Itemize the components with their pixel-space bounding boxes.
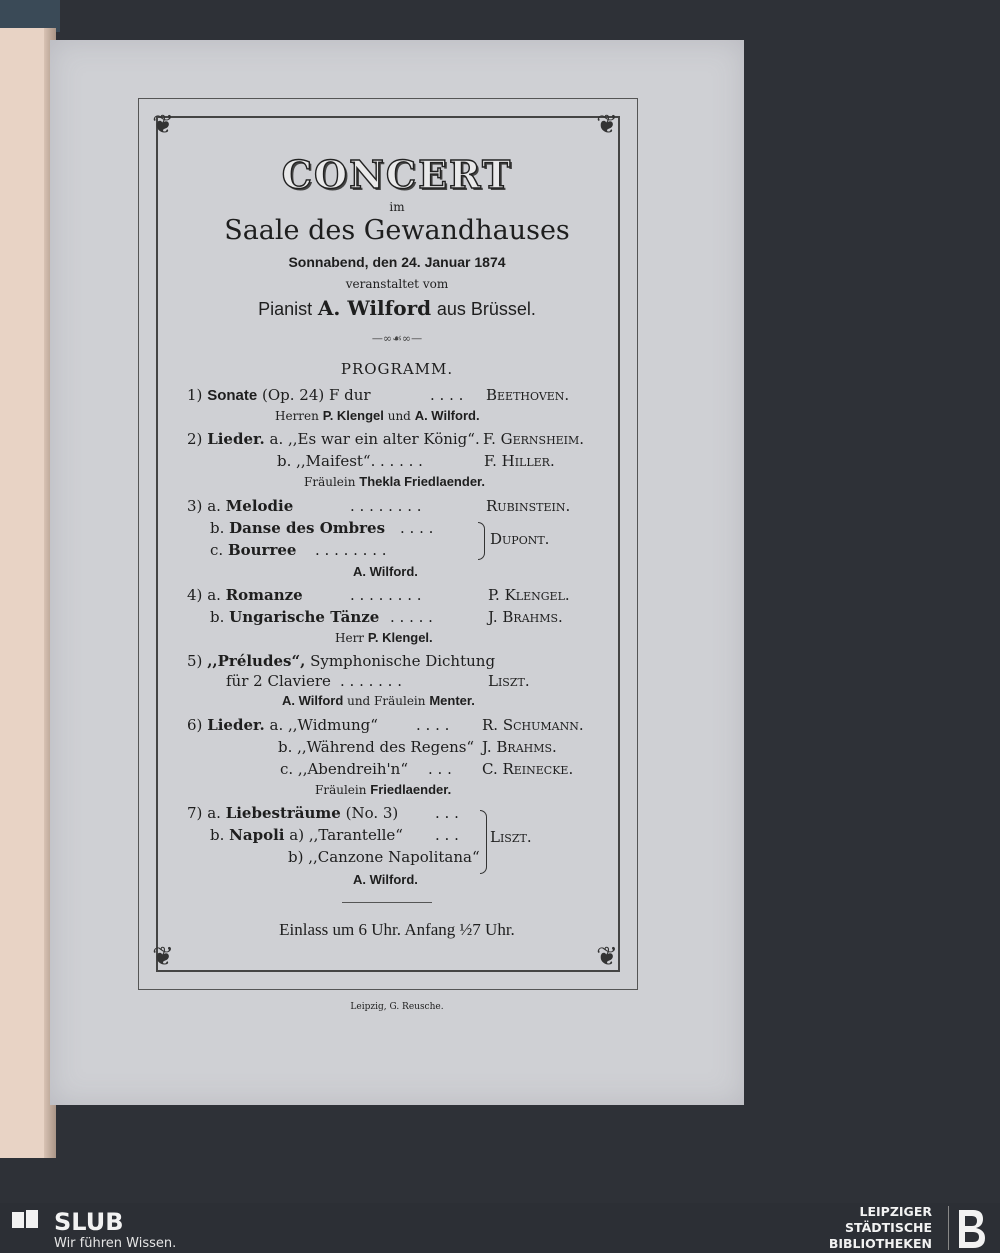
piece-title: ,,Préludes“, <box>207 652 306 670</box>
piece-title: Romanze <box>225 586 303 604</box>
brace <box>478 522 485 560</box>
divider-line <box>342 902 432 903</box>
composer: Rubinstein. <box>486 497 571 515</box>
piece-detail: b. ,,Während des Regens“ <box>278 738 475 756</box>
composer: Liszt. <box>490 828 532 846</box>
performers-prefix: Herren <box>275 409 319 423</box>
performers-3: A. Wilford. <box>353 564 418 579</box>
piece-detail: c. ,,Abendreih'n“ <box>280 760 409 778</box>
sub-label: b. <box>210 608 225 626</box>
performer-name: A. Wilford <box>282 693 344 708</box>
program-item-3b <box>210 519 385 537</box>
lsb-name <box>792 1204 932 1252</box>
piece-detail: b. ,,Maifest“. <box>277 452 376 470</box>
lsb-line-2: STÄDTISCHE <box>845 1220 932 1235</box>
performers-1 <box>275 408 480 423</box>
dots: . . . <box>428 760 452 778</box>
dots: . . . . . <box>390 608 433 626</box>
composer: R. Schumann. <box>482 716 584 734</box>
piece-detail: b) ,,Canzone Napolitana“ <box>288 848 480 866</box>
piece-detail: für 2 Claviere <box>226 672 331 690</box>
composer: F. Gernsheim. <box>483 430 585 448</box>
performer-name: Menter. <box>429 693 475 708</box>
program-item-5 <box>187 652 495 670</box>
piece-detail: a) ,,Tarantelle“ <box>289 826 403 844</box>
printer-credit: Leipzig, G. Reusche. <box>350 1002 444 1012</box>
composer: C. Reinecke. <box>482 760 574 778</box>
piece-title: Liebesträume <box>225 804 341 822</box>
sub-label: b. <box>210 826 225 844</box>
dots: . . . <box>435 804 459 822</box>
composer: Beethoven. <box>486 386 570 404</box>
sub-label: b. <box>210 519 225 537</box>
venue: Saale des Gewandhauses <box>224 215 570 246</box>
sub-label: c. <box>210 541 224 559</box>
program-item-7 <box>187 804 398 822</box>
concert-title: CONCERT <box>281 152 513 197</box>
dots: . . . . . . . . <box>350 497 422 515</box>
piece-detail: a. ,,Es war ein alter König“. <box>269 430 480 448</box>
composer: Liszt. <box>488 672 530 690</box>
ornament-corner-icon: ❦ <box>152 942 174 972</box>
performer-name: P. Klengel <box>322 408 384 423</box>
program-item-7b <box>210 826 403 844</box>
concert-date: Sonnabend, den 24. Januar 1874 <box>288 254 506 270</box>
im-text: im <box>389 200 405 214</box>
composer: J. Brahms. <box>482 738 557 756</box>
sub-label: a. <box>207 586 221 604</box>
performers-joiner: und <box>387 409 411 423</box>
performers-joiner: und Fräulein <box>347 694 426 708</box>
dots: . . . . <box>400 519 434 537</box>
program-item-6 <box>187 716 378 734</box>
composer: P. Klengel. <box>488 586 570 604</box>
program-item-3c <box>210 541 296 559</box>
programm-heading: PROGRAMM. <box>340 360 454 378</box>
item-number: 2) <box>187 430 203 448</box>
divider-ornament-icon: —∞☙∞— <box>371 332 423 345</box>
dots: . . . . . . . . <box>315 541 387 559</box>
performers-7: A. Wilford. <box>353 872 418 887</box>
performers-prefix: Herr <box>335 631 365 645</box>
dots: . . . . . . . . <box>350 586 422 604</box>
item-number: 6) <box>187 716 203 734</box>
slub-logo-text: SLUB <box>54 1208 124 1236</box>
sub-label: a. <box>207 804 221 822</box>
pianist-prefix: Pianist <box>258 299 313 319</box>
item-number: 5) <box>187 652 203 670</box>
slub-tagline: Wir führen Wissen. <box>54 1236 177 1251</box>
composer: Dupont. <box>490 530 550 548</box>
ornament-corner-icon: ❦ <box>152 110 174 140</box>
piece-detail: (Op. 24) F dur <box>261 386 371 404</box>
performers-6 <box>315 782 451 797</box>
concert-program-sheet <box>50 40 744 1105</box>
dots: . . . . . <box>380 452 423 470</box>
piece-title: Bourree <box>227 541 297 559</box>
program-item-1 <box>187 386 371 404</box>
performer-name: Friedlaender. <box>370 782 452 797</box>
brace <box>480 810 487 874</box>
performer-name: Thekla Friedlaender. <box>359 474 485 489</box>
sub-label: a. <box>207 497 221 515</box>
piece-title: Napoli <box>229 826 285 844</box>
lsb-line-1: LEIPZIGER <box>859 1204 932 1219</box>
organized-by: veranstaltet vom <box>345 277 449 291</box>
dots: . . . . <box>430 386 464 404</box>
piece-title: Sonate <box>207 387 258 404</box>
dots: . . . . . . . <box>340 672 402 690</box>
pianist-suffix: aus Brüssel. <box>436 299 536 319</box>
letter-b-logo-icon <box>948 1206 991 1250</box>
program-item-4b <box>210 608 379 626</box>
item-number: 7) <box>187 804 203 822</box>
program-item-4 <box>187 586 303 604</box>
pianist-line <box>50 296 744 320</box>
item-number: 4) <box>187 586 203 604</box>
piece-detail: Symphonische Dichtung <box>310 652 496 670</box>
performers-2 <box>304 474 485 489</box>
performers-5 <box>282 693 475 708</box>
admission-times: Einlass um 6 Uhr. Anfang ½7 Uhr. <box>279 920 515 939</box>
lsb-line-3: BIBLIOTHEKEN <box>828 1236 932 1251</box>
dots: . . . <box>435 826 459 844</box>
piece-title: Danse des Ombres <box>229 519 386 537</box>
performers-4 <box>335 630 433 645</box>
item-number: 1) <box>187 386 203 404</box>
piece-detail: (No. 3) <box>345 804 399 822</box>
program-item-2 <box>187 430 480 448</box>
performers-prefix: Fräulein <box>304 475 356 489</box>
dots: . . . . <box>416 716 450 734</box>
item-number: 3) <box>187 497 203 515</box>
ornament-corner-icon: ❦ <box>596 110 618 140</box>
performers-prefix: Fräulein <box>315 783 367 797</box>
composer: F. Hiller. <box>484 452 555 470</box>
program-item-3 <box>187 497 293 515</box>
performer-name: A. Wilford. <box>414 408 480 423</box>
ornament-corner-icon: ❦ <box>596 942 618 972</box>
composer: J. Brahms. <box>488 608 563 626</box>
performer-name: P. Klengel. <box>367 630 433 645</box>
piece-title: Melodie <box>225 497 294 515</box>
piece-detail: a. ,,Widmung“ <box>269 716 378 734</box>
piece-title: Lieder. <box>207 430 265 448</box>
pianist-name: A. Wilford <box>317 296 432 320</box>
book-icon <box>10 1208 40 1230</box>
piece-title: Lieder. <box>207 716 265 734</box>
piece-title: Ungarische Tänze <box>229 608 380 626</box>
